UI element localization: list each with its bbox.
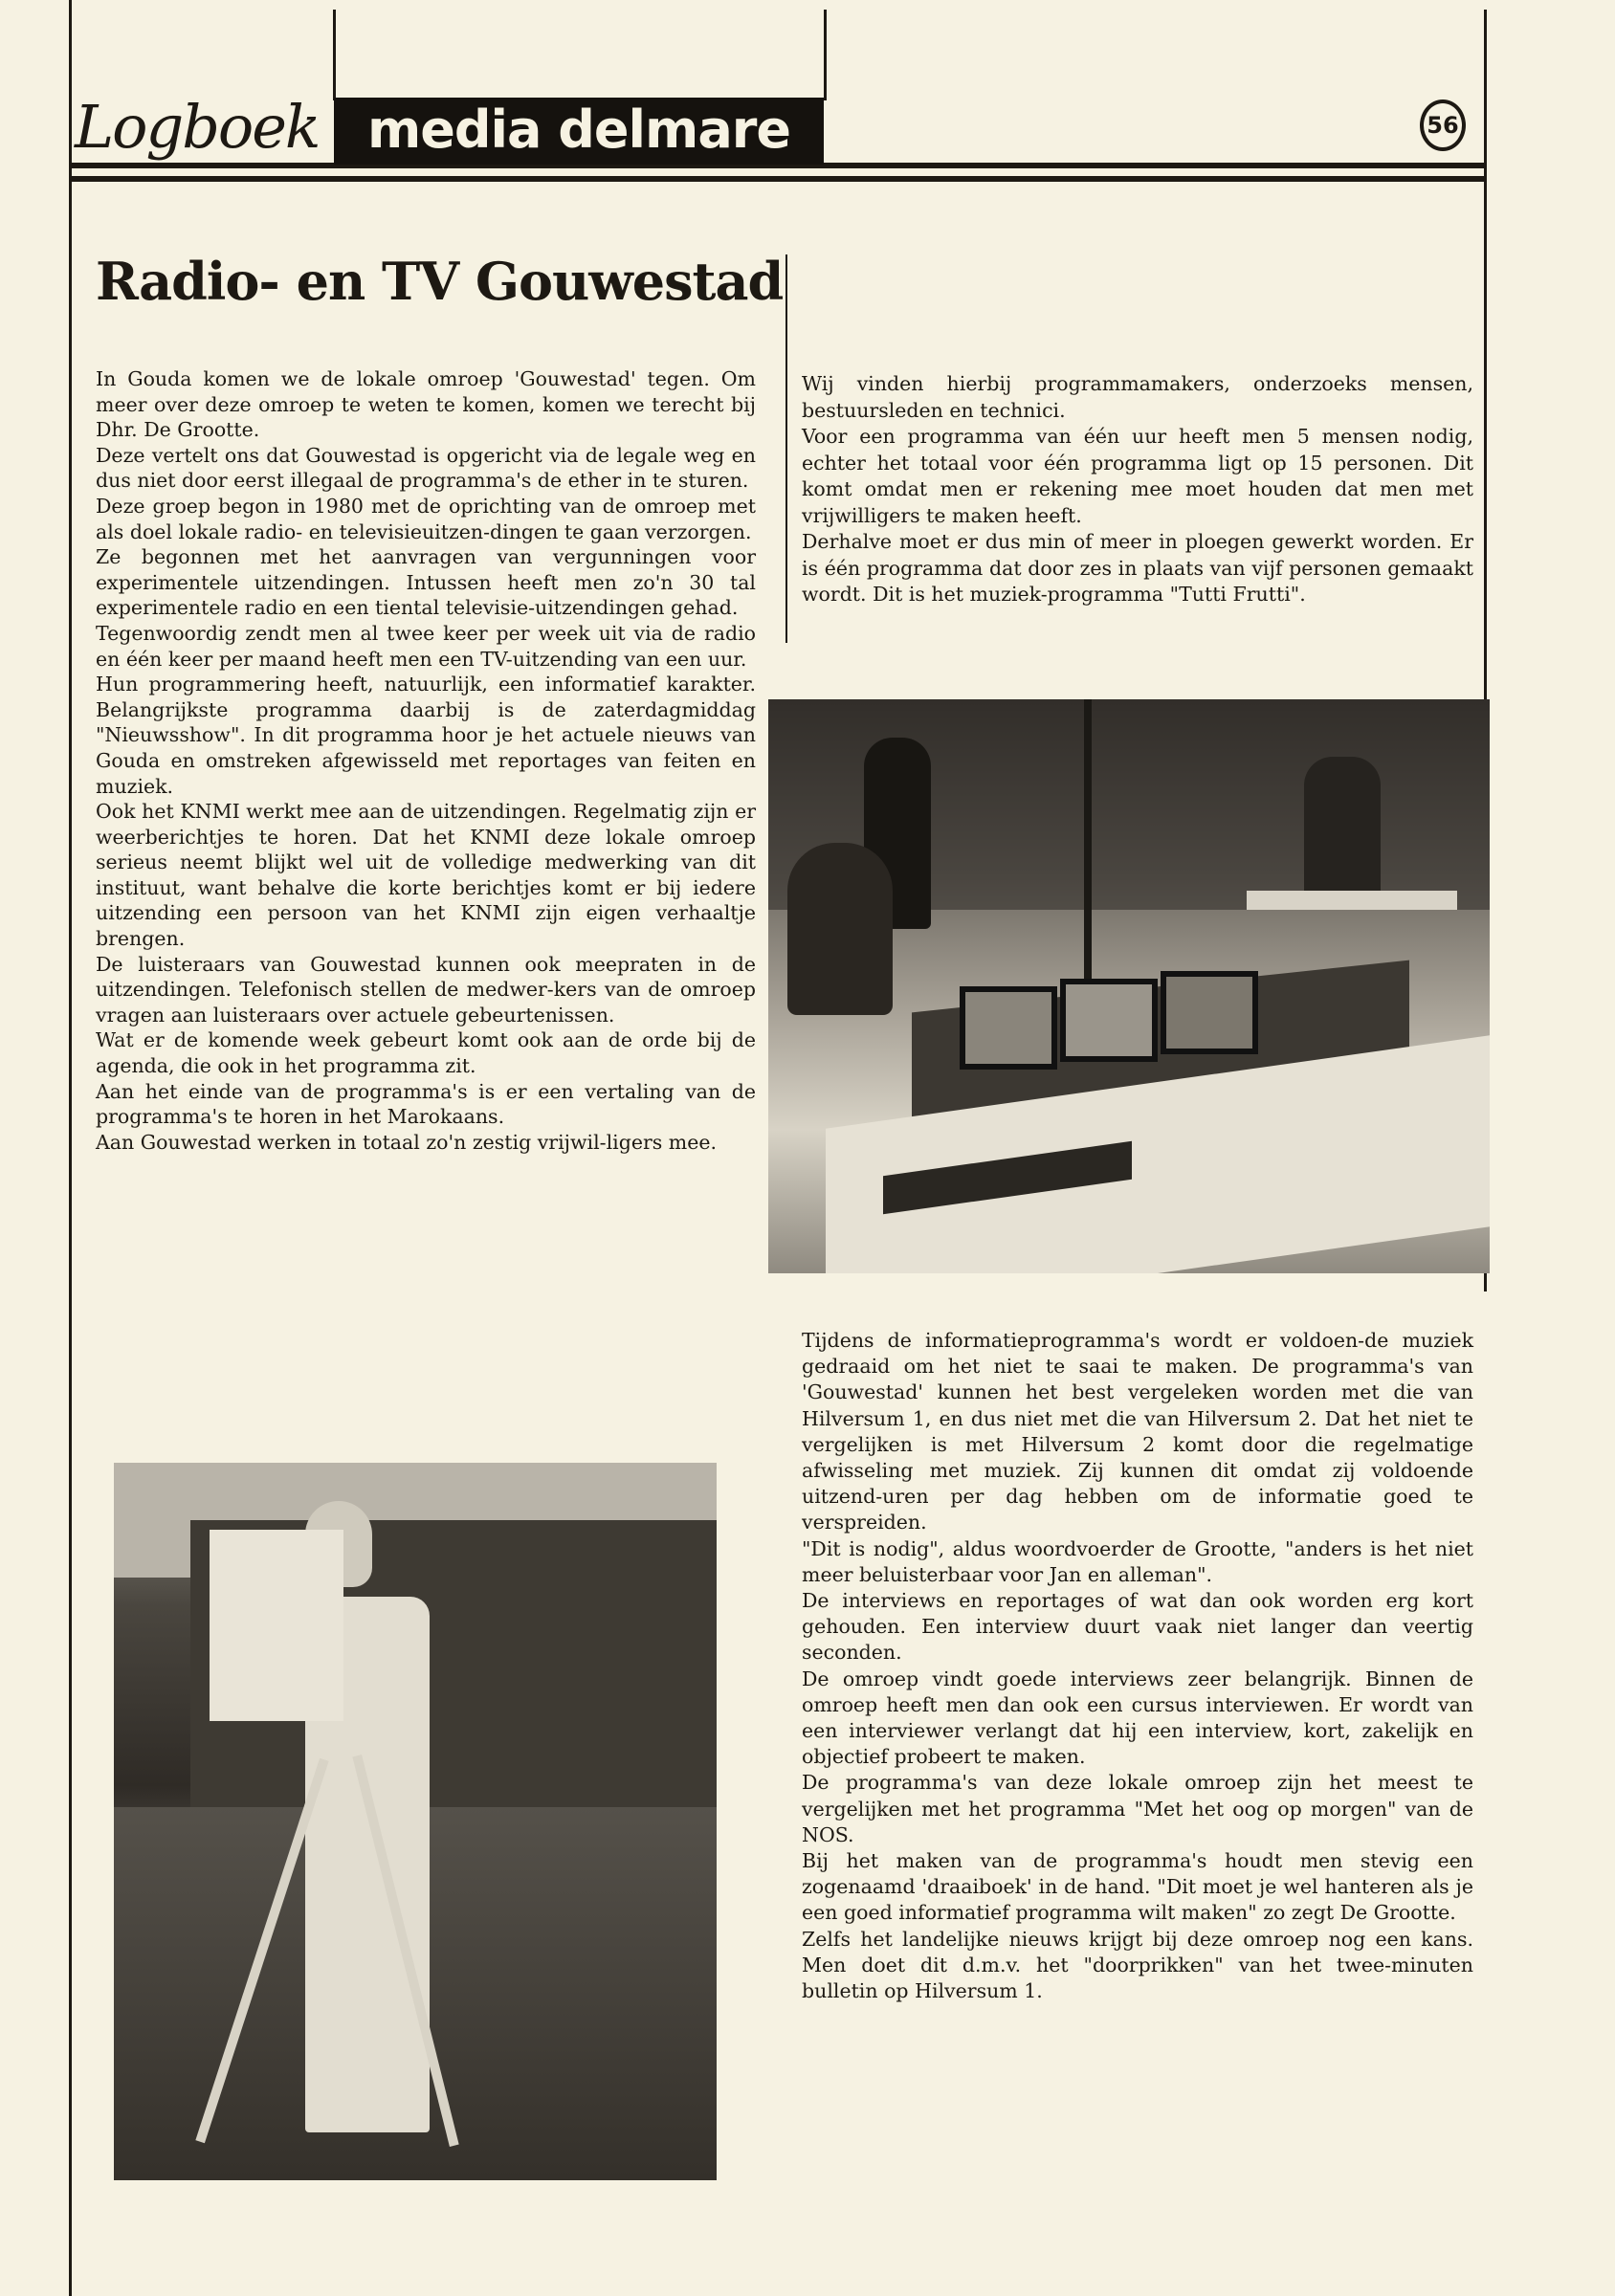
paragraph: Aan Gouwestad werken in totaal zo'n zestig vrijwil-ligers mee. — [96, 1130, 718, 1154]
right-column-top-text — [802, 371, 1473, 608]
article-title: Radio- en TV Gouwestad — [96, 251, 784, 312]
paragraph: Ook het KNMI werkt mee aan de uitzendingen. Regelmatig zijn er weerberichtjes te horen. Dat het KNMI deze lokale omroep serieus neemt blijkt wel uit de volledige medwerking van dit instituut, want behalve die korte berichtjes komt er bij iedere uitzending een persoon van het KNMI zijn eigen verhaaltje brengen. — [96, 800, 756, 951]
left-column-text — [96, 366, 756, 1155]
media-delmare-logo: media delmare — [334, 98, 824, 165]
paragraph: Bij het maken van de programma's houdt men stevig een zogenaamd 'draaiboek' in de hand. "Dit moet je wel hanteren als je een goed informatief programma wilt maken" zo zegt De Grootte. — [802, 1849, 1473, 1925]
paragraph: Tijdens de informatieprogramma's wordt er voldoen-de muziek gedraaid om het niet te saai te maken. De programma's van 'Gouwestad' kunnen het best vergeleken worden met die van Hilversum 1, en dus niet met die van Hilversum 2. Dat het niet te vergelijken is met Hilversum 2 komt door die regelmatige afwisseling met muziek. Zij kunnen dit omdat zij voldoende uitzend-uren per dag hebben om de informatie goed te verspreiden. — [802, 1329, 1473, 1534]
right-column-bottom-text — [802, 1328, 1473, 2004]
paragraph: Deze vertelt ons dat Gouwestad is opgericht via de legale weg en dus niet door eerst illegaal de programma's de ether in te sturen. — [96, 443, 756, 493]
header-box-right-line — [824, 10, 827, 100]
paragraph: Deze groep begon in 1980 met de oprichting van de omroep met als doel lokale radio- en televisieuitzen-dingen te gaan verzorgen. — [96, 494, 756, 543]
page-number: 56 — [1420, 99, 1466, 151]
header-rule-bottom — [69, 176, 1487, 182]
paragraph: Derhalve moet er dus min of meer in ploegen gewerkt worden. Er is één programma dat door zes in plaats van vijf personen gemaakt wordt. Dit is het muziek-programma "Tutti Frutti". — [802, 530, 1473, 606]
paragraph: Wij vinden hierbij programmamakers, onderzoeks mensen, bestuursleden en technici. — [802, 372, 1473, 422]
paragraph: Wat er de komende week gebeurt komt ook aan de orde bij de agenda, die ook in het programma zit. — [96, 1028, 756, 1078]
logbook-logo: Logboek — [75, 92, 320, 162]
paragraph: Ze begonnen met het aanvragen van vergunningen voor experimentele uitzendingen. Intussen heeft men zo'n 30 tal experimentele radio en een tiental televisie-uitzendingen gehad. — [96, 545, 756, 620]
paragraph: De omroep vindt goede interviews zeer belangrijk. Binnen de omroep heeft men dan ook een cursus interviewen. Er wordt van een interviewer verlangt dat hij een interview, kort, zakelijk en objectief probeert te maken. — [802, 1667, 1473, 1769]
paragraph: "Dit is nodig", aldus woordvoerder de Grootte, "anders is het niet meer beluisterbaar voor Jan en alleman". — [802, 1536, 1473, 1586]
paragraph: Voor een programma van één uur heeft men 5 mensen nodig, echter het totaal voor één programma ligt op 15 personen. Dit komt omdat men er rekening mee moet houden dat men met vrijwilligers te maken heeft. — [802, 425, 1473, 527]
paragraph: Zelfs het landelijke nieuws krijgt bij deze omroep nog een kans. Men doet dit d.m.v. het "doorprikken" van het twee-minuten bulletin op Hilversum 1. — [802, 1927, 1473, 2003]
paragraph: Tegenwoordig zendt men al twee keer per week uit via de radio en één keer per maand heeft men een TV-uitzending van een uur. — [96, 621, 756, 671]
frame-left-line — [69, 0, 72, 2296]
tv-camera-operator-photo — [114, 1463, 717, 2180]
column-divider — [785, 254, 787, 643]
studio-control-room-photo — [768, 699, 1490, 1273]
paragraph: Aan het einde van de programma's is er een vertaling van de programma's te horen in het Marokaans. — [96, 1079, 756, 1129]
paragraph: De luisteraars van Gouwestad kunnen ook meepraten in de uitzendingen. Telefonisch stellen de medwer-kers van de omroep vragen aan luisteraars over actuele gebeurtenissen. — [96, 952, 756, 1027]
paragraph: De programma's van deze lokale omroep zijn het meest te vergelijken met het programma "Met het oog op morgen" van de NOS. — [802, 1771, 1473, 1846]
paragraph: De interviews en reportages of wat dan ook worden erg kort gehouden. Een interview duurt vaak niet langer dan veertig seconden. — [802, 1589, 1473, 1665]
header-box-left-line — [333, 10, 336, 100]
paragraph: Hun programmering heeft, natuurlijk, een informatief karakter. Belangrijkste programma daarbij is de zaterdagmiddag "Nieuwsshow". In dit programma hoor je het actuele nieuws van Gouda en omstreken afgewisseld met reportages van feiten en muziek. — [96, 673, 756, 798]
paragraph: In Gouda komen we de lokale omroep 'Gouwestad' tegen. Om meer over deze omroep te weten te komen, komen we terecht bij Dhr. De Grootte. — [96, 367, 756, 442]
